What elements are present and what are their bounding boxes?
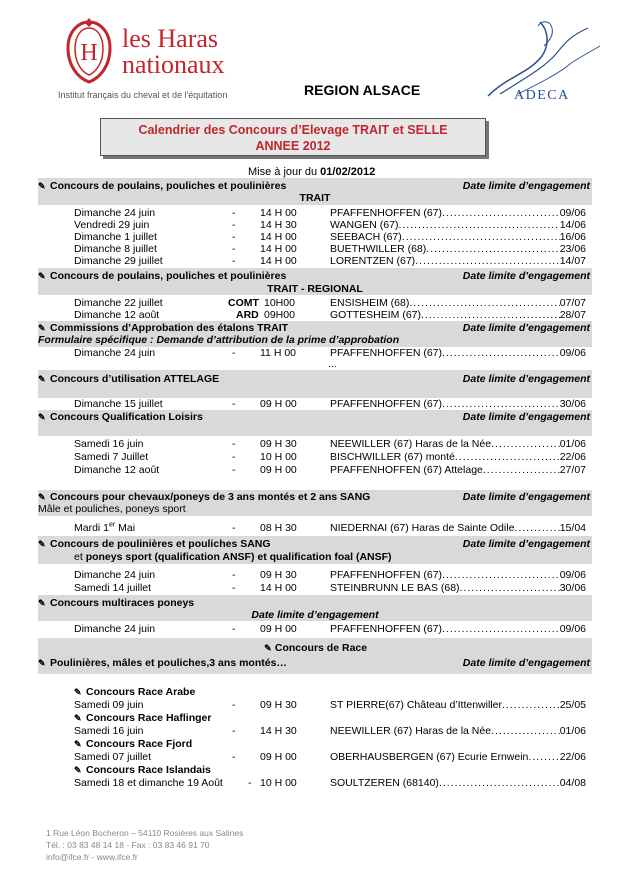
section-title (38, 642, 592, 655)
deadline-header: Date limite d’engagement (462, 491, 590, 503)
row-dash: - (232, 243, 236, 255)
hand-pointer-icon: ✎ (38, 539, 46, 549)
row-day: Dimanche 12 août (74, 309, 160, 321)
hand-pointer-icon: ✎ (38, 412, 46, 422)
row-time: 14 H 00 (260, 231, 297, 243)
section-subtitle: Mâle et pouliches, poneys sport (38, 503, 186, 515)
row-dash: - (232, 699, 236, 711)
race-name: Concours Race Haflinger (86, 712, 212, 724)
row-dash: - (232, 725, 236, 737)
section-subtitle: TRAIT - REGIONAL (267, 283, 363, 295)
row-day: Dimanche 1 juillet (74, 231, 157, 243)
deadline: 14/07 (559, 255, 586, 267)
hand-pointer-icon: ✎ (38, 181, 46, 191)
race-title (74, 738, 192, 751)
row-day: Samedi 09 juin (74, 699, 144, 711)
row-day: Dimanche 29 juillet (74, 255, 163, 267)
footer-phone: Tél. : 03 83 48 14 18 - Fax : 03 83 46 91 70 (46, 840, 210, 850)
deadline-header: Date limite d’engagement (462, 180, 590, 192)
row-dash: - (232, 347, 236, 359)
place-name: GOTTESHEIM (67) (330, 309, 422, 321)
row-day: Vendredi 29 juin (74, 219, 150, 231)
place-name: OBERHAUSBERGEN (67) Ecurie Ernwein (330, 751, 529, 763)
place-name: NEEWILLER (67) Haras de la Née (330, 725, 492, 737)
section-title-text: Concours pour chevaux/poneys de 3 ans montés et 2 ans SANG (50, 491, 371, 503)
place-name: PFAFFENHOFFEN (67) (330, 207, 443, 219)
section-title (38, 270, 286, 283)
section-title-text: Concours de poulains, pouliches et poulinières (50, 270, 287, 282)
row-day: Samedi 07 juillet (74, 751, 152, 763)
deadline: 14/06 (559, 219, 586, 231)
row-dash: - (232, 582, 236, 594)
deadline: 09/06 (559, 347, 586, 359)
row-day: Dimanche 24 juin (74, 347, 156, 359)
row-time: 14 H 30 (260, 219, 297, 231)
deadline: 30/06 (559, 582, 586, 594)
race-name: Concours Race Arabe (86, 686, 196, 698)
row-dash: - (232, 231, 236, 243)
section-title-text: Concours de poulinières et pouliches SANG (50, 538, 271, 550)
document-title (100, 118, 486, 156)
row-dash: - (232, 438, 236, 450)
section-title-text: Concours de poulains, pouliches et poulinières (50, 180, 287, 192)
row-time: 14 H 00 (260, 207, 297, 219)
section-title-text: Concours multiraces poneys (50, 597, 195, 609)
place-name: ENSISHEIM (68) (330, 297, 410, 309)
deadline-header: Date limite d’engagement (462, 322, 590, 334)
row-time: 10H00 (264, 297, 295, 309)
deadline-header: Date limite d’engagement (462, 538, 590, 550)
place-name: PFAFFENHOFFEN (67) (330, 569, 443, 581)
row-dash: - (232, 255, 236, 267)
row-dash: - (232, 751, 236, 763)
row-day: Dimanche 15 juillet (74, 398, 163, 410)
row-time: 14 H 00 (260, 255, 297, 267)
deadline: 16/06 (559, 231, 586, 243)
row-day: Samedi 16 juin (74, 438, 144, 450)
row-breed: COMT (228, 297, 259, 309)
section-subtitle: TRAIT (299, 192, 331, 204)
footer-web[interactable]: info@ifce.fr - www.ifce.fr (46, 852, 138, 862)
place-name: SEEBACH (67) (330, 231, 402, 243)
row-place (330, 464, 586, 477)
section-subtitle (74, 551, 392, 564)
deadline: 22/06 (559, 751, 586, 763)
day-month: Mai (115, 522, 136, 534)
subtitle-prefix: et (74, 551, 83, 563)
row-day: Samedi 16 juin (74, 725, 144, 737)
race-title (74, 686, 195, 699)
row-time: 14 H 30 (260, 725, 297, 737)
section-subtitle-text: Poulinières, mâles et pouliches,3 ans montés… (50, 657, 287, 669)
row-dash: - (232, 398, 236, 410)
haras-name (122, 26, 225, 78)
place-name: BUETHWILLER (68) (330, 243, 427, 255)
place-name: SOULTZEREN (68140) (330, 777, 439, 789)
race-name: Concours Race Fjord (86, 738, 193, 750)
haras-logo (58, 18, 120, 88)
deadline: 30/06 (559, 398, 586, 410)
row-time: 09 H 30 (260, 569, 297, 581)
row-time: 14 H 00 (260, 243, 297, 255)
deadline: 01/06 (559, 438, 586, 450)
deadline: 22/06 (559, 451, 586, 463)
place-name: NEEWILLER (67) Haras de la Née (330, 438, 492, 450)
place-name: PFAFFENHOFFEN (67) (330, 347, 443, 359)
place-name: NIEDERNAI (67) Haras de Sainte Odile (330, 522, 515, 534)
place-name: PFAFFENHOFFEN (67) Attelage (330, 464, 483, 476)
row-day: Dimanche 12 août (74, 464, 160, 476)
hand-pointer-icon: ✎ (38, 323, 46, 333)
row-day: Dimanche 24 juin (74, 623, 156, 635)
section-title-text: Concours d’utilisation ATTELAGE (50, 373, 220, 385)
svg-text:H: H (80, 40, 98, 66)
place-name: LORENTZEN (67) (330, 255, 416, 267)
deadline: 09/06 (559, 207, 586, 219)
day-text: Mardi 1 (74, 522, 110, 534)
place-name: STEINBRUNN LE BAS (68) (330, 582, 460, 594)
haras-name-line2: nationaux (122, 50, 225, 79)
ellipsis: ... (328, 358, 337, 370)
section-subtitle: Formulaire spécifique : Demande d’attribution de la prime d’approbation (38, 334, 400, 346)
haras-tagline: Institut français du cheval et de l'équitation (58, 90, 228, 100)
hand-pointer-icon: ✎ (74, 739, 82, 749)
row-place (330, 699, 586, 712)
deadline: 25/05 (559, 699, 586, 711)
row-place (330, 751, 586, 764)
update-date: 01/02/2012 (320, 166, 376, 178)
row-time: 09 H 30 (260, 438, 297, 450)
row-dash: - (232, 464, 236, 476)
row-day (74, 522, 135, 535)
row-dash: - (248, 777, 252, 789)
deadline: 15/04 (559, 522, 586, 534)
row-dash: - (232, 219, 236, 231)
row-time: 11 H 00 (260, 347, 296, 359)
race-title (74, 764, 211, 777)
row-place (330, 725, 586, 738)
section-subtitle (38, 657, 287, 670)
haras-name-line1: les Haras (122, 24, 219, 53)
row-time: 09 H 00 (260, 623, 297, 635)
hand-pointer-icon: ✎ (74, 713, 82, 723)
title-line2: ANNEE 2012 (255, 139, 331, 153)
deadline-header: Date limite d’engagement (462, 657, 590, 669)
section-title (38, 411, 203, 424)
section-title (38, 373, 219, 386)
section-title-text: Concours de Race (274, 642, 368, 654)
hand-pointer-icon: ✎ (38, 492, 46, 502)
row-place (330, 582, 586, 595)
row-dash: - (232, 522, 236, 534)
row-place (330, 347, 586, 360)
section-title (38, 538, 271, 551)
row-day: Samedi 18 et dimanche 19 Août (74, 777, 223, 789)
row-place (330, 623, 586, 636)
deadline: 01/06 (559, 725, 586, 737)
day-ordinal: er (109, 521, 116, 529)
place-name: BISCHWILLER (67) monté (330, 451, 455, 463)
place-name: ST PIERRE(67) Château d’Ittenwiller (330, 699, 502, 711)
row-day: Samedi 7 Juillet (74, 451, 149, 463)
row-time: 10 H 00 (260, 451, 297, 463)
deadline: 23/06 (559, 243, 586, 255)
hand-pointer-icon: ✎ (38, 658, 46, 668)
race-title (74, 712, 211, 725)
row-place (330, 451, 586, 464)
hand-pointer-icon: ✎ (38, 374, 46, 384)
row-time: 09 H 00 (260, 751, 297, 763)
adeca-wordmark: ADECA (514, 88, 570, 103)
title-line1: Calendrier des Concours d’Elevage TRAIT et SELLE (138, 123, 448, 137)
place-name: PFAFFENHOFFEN (67) (330, 398, 443, 410)
row-dash: - (232, 569, 236, 581)
hand-pointer-icon: ✎ (74, 687, 82, 697)
row-place (330, 569, 586, 582)
row-time: 10 H 00 (260, 777, 297, 789)
deadline: 27/07 (559, 464, 586, 476)
deadline-header: Date limite d’engagement (462, 373, 590, 385)
deadline: 04/08 (559, 777, 586, 789)
deadline-header: Date limite d’engagement (251, 609, 379, 621)
row-dash: - (232, 207, 236, 219)
row-time: 08 H 30 (260, 522, 297, 534)
deadline: 28/07 (559, 309, 586, 321)
row-dash: - (232, 623, 236, 635)
deadline: 07/07 (559, 297, 586, 309)
row-day: Dimanche 24 juin (74, 569, 156, 581)
row-day: Dimanche 22 juillet (74, 297, 163, 309)
deadline: 09/06 (559, 569, 586, 581)
row-time: 09 H 00 (260, 398, 297, 410)
row-time: 09 H 00 (260, 464, 297, 476)
deadline-header: Date limite d’engagement (462, 411, 590, 423)
deadline: 09/06 (559, 623, 586, 635)
update-label: Mise à jour du (248, 166, 318, 178)
row-day: Dimanche 8 juillet (74, 243, 157, 255)
place-name: PFAFFENHOFFEN (67) (330, 623, 443, 635)
race-name: Concours Race Islandais (86, 764, 211, 776)
update-line (248, 166, 375, 178)
section-title-text: Concours Qualification Loisirs (50, 411, 203, 423)
row-time: 14 H 00 (260, 582, 297, 594)
subtitle-text: poneys sport (qualification ANSF) et qualification foal (ANSF) (85, 551, 392, 563)
place-name: WANGEN (67) (330, 219, 399, 231)
row-breed: ARD (236, 309, 259, 321)
row-place (330, 777, 586, 790)
hand-pointer-icon: ✎ (264, 643, 272, 653)
region-title: REGION ALSACE (304, 82, 421, 98)
row-place (330, 522, 586, 535)
row-time: 09 H 30 (260, 699, 297, 711)
row-dash: - (232, 451, 236, 463)
hand-pointer-icon: ✎ (38, 598, 46, 608)
hand-pointer-icon: ✎ (74, 765, 82, 775)
row-time: 09H00 (264, 309, 295, 321)
row-day: Samedi 14 juillet (74, 582, 152, 594)
row-place (330, 438, 586, 451)
footer-address: 1 Rue Léon Bocheron – 54110 Rosières aux Salines (46, 828, 244, 838)
deadline-header: Date limite d’engagement (462, 270, 590, 282)
hand-pointer-icon: ✎ (38, 271, 46, 281)
row-place (330, 255, 586, 268)
row-day: Dimanche 24 juin (74, 207, 156, 219)
section-title-text: Commissions d’Approbation des étalons TRAIT (50, 322, 289, 334)
